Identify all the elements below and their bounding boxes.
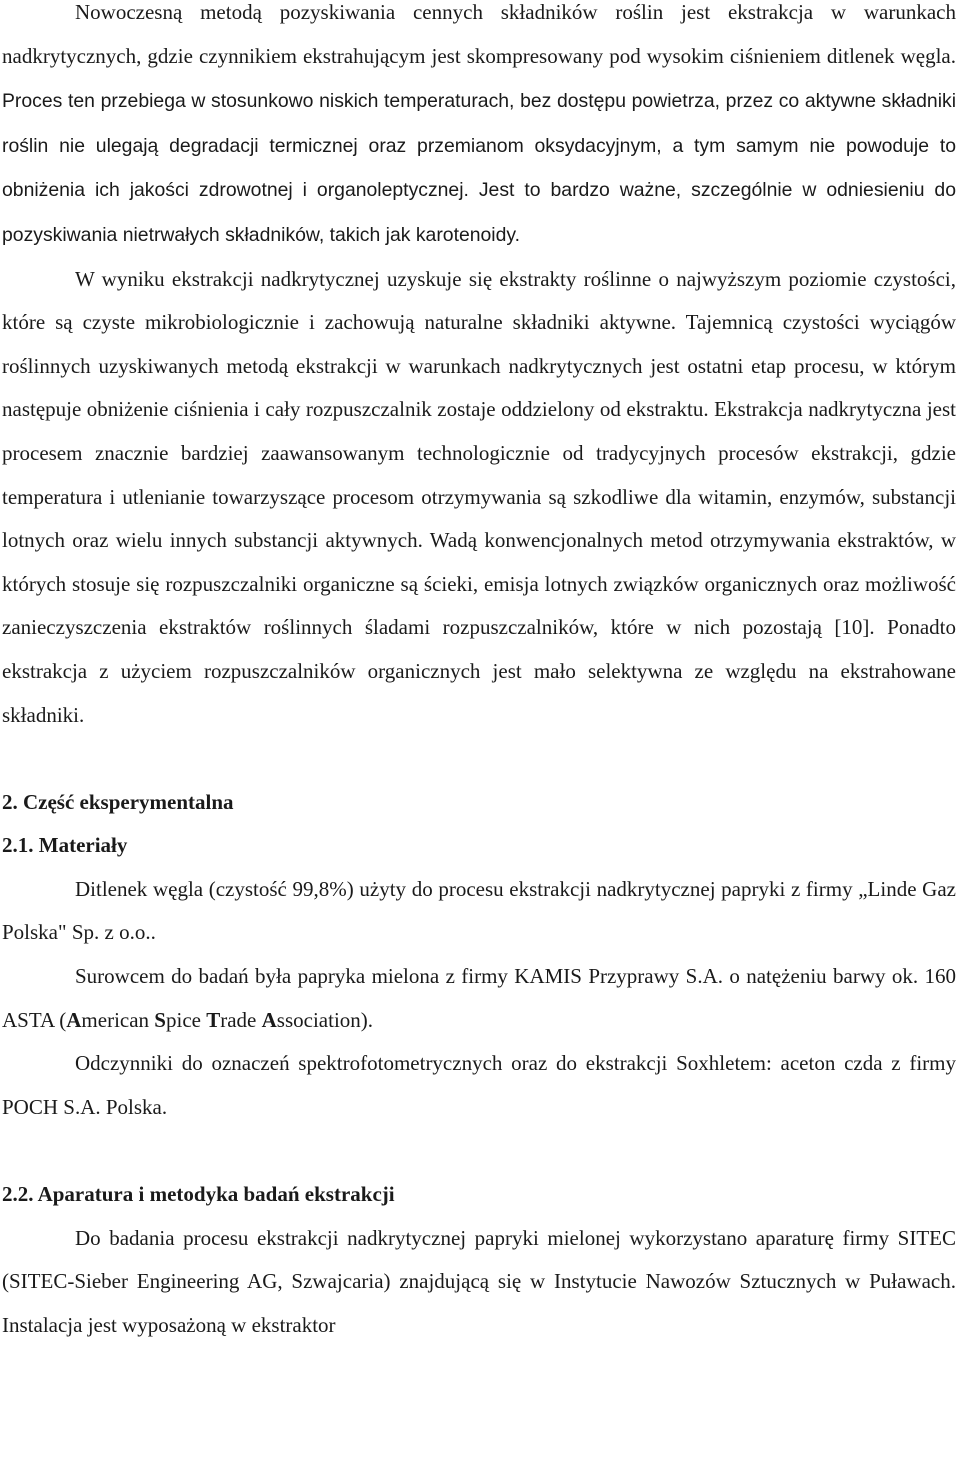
intro-paragraph-2: W wyniku ekstrakcji nadkrytycznej uzyskuje się ekstrakty roślinne o najwyższym poziomie czystości, które są czyste mikrobiologicznie i zachowują naturalne składniki aktywne. Tajemnicą czystości wyciągów roślinnych uzyskiwanych metodą ekstrakcji w warunkach nadkrytycznych jest ostatni etap procesu, w którym następuje obniżenie ciśnienia i cały rozpuszczalnik zostaje oddzielony od ekstraktu. Ekstrakcja nadkrytyczna jest procesem znacznie bardziej zaawansowanym technologicznie od tradycyjnych procesów ekstrakcji, gdzie temperatura i utlenianie towarzyszące procesom otrzymywania są szkodliwe dla witamin, enzymów, substancji lotnych oraz wielu innych substancji aktywnych. Wadą konwencjonalnych metod otrzymywania ekstraktów, w których stosuje się rozpuszczalniki organiczne są ścieki, emisja lotnych związków organicznych oraz możliwość zanieczyszczenia ekstraktów roślinnych śladami rozpuszczalników, które w nich pozostają [10]. Ponadto ekstrakcja z użyciem rozpuszczalników organicznych jest mało selektywna ze względu na ekstrahowane składniki. [2, 266, 956, 727]
acronym-letter: S [154, 1007, 166, 1032]
section-heading: 2. Część eksperymentalna [2, 789, 234, 814]
acronym-letter: A [66, 1007, 82, 1032]
materials-paragraph-2 [2, 955, 956, 1042]
materials-text: ssociation). [276, 1007, 374, 1032]
intro-paragraph-1 [2, 0, 956, 258]
subsection-heading-apparatus: 2.2. Aparatura i metodyka badań ekstrakcji [2, 1182, 395, 1207]
materials-paragraph-3: Odczynniki do oznaczeń spektrofotometrycznych oraz do ekstrakcji Soxhletem: aceton czda z firmy POCH S.A. Polska. [2, 1051, 956, 1119]
materials-text: Surowcem do badań była papryka mielona z firmy KAMIS Przyprawy S.A. o natężeniu barwy ok. 160 ASTA ( [2, 964, 956, 1032]
document-page [2, 0, 956, 1347]
acronym-letter: A [261, 1007, 277, 1032]
materials-text: rade [220, 1007, 262, 1032]
subsection-heading-materials: 2.1. Materiały [2, 833, 128, 858]
acronym-letter: T [206, 1007, 221, 1032]
spacer [2, 737, 956, 781]
intro-paragraph-1-part-2: Proces ten przebiega w stosunkowo niskich temperaturach, bez dostępu powietrza, przez co aktywne składniki roślin nie ulegają degradacji termicznej oraz przemianom oksydacyjnym, a tym samym nie powoduje to obniżenia ich jakości zdrowotnej i organoleptycznej. Jest to bardzo ważne, szczególnie w odniesieniu do pozyskiwania nietrwałych składników, takich jak karotenoidy. [2, 90, 956, 246]
materials-text: merican [81, 1007, 155, 1032]
apparatus-paragraph-1: Do badania procesu ekstrakcji nadkrytycznej papryki mielonej wykorzystano aparaturę firmy SITEC (SITEC-Sieber Engineering AG, Szwajcaria) znajdującą się w Instytucie Nawozów Sztucznych w Puławach. Instalacja jest wyposażoną w ekstraktor [2, 1225, 956, 1337]
spacer [2, 1129, 956, 1173]
intro-paragraph-1-part-1: Nowoczesną metodą pozyskiwania cennych składników roślin jest ekstrakcja w warunkach nadkrytycznych, gdzie czynnikiem ekstrahującym jest skompresowany pod wysokim ciśnieniem ditlenek węgla. [2, 0, 956, 68]
materials-text: pice [165, 1007, 207, 1032]
materials-paragraph-1: Ditlenek węgla (czystość 99,8%) użyty do procesu ekstrakcji nadkrytycznej papryki z firmy „Linde Gaz Polska" Sp. z o.o.. [2, 876, 956, 945]
